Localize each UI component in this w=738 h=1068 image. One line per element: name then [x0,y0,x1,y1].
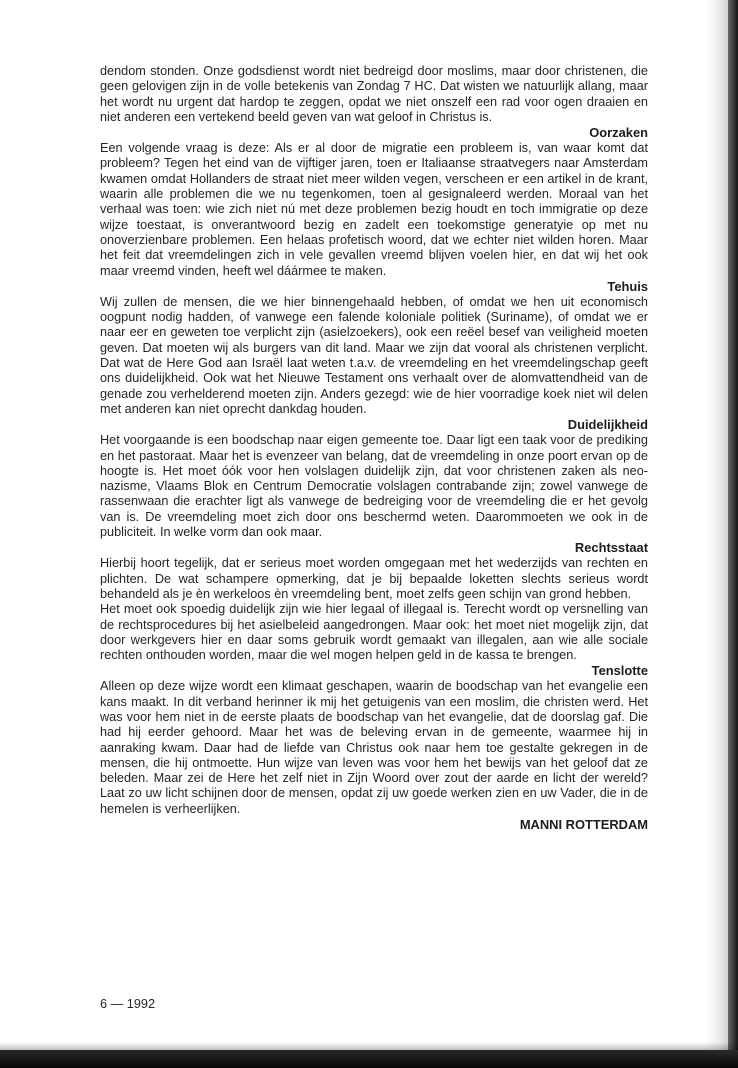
scan-bottom-edge [0,1050,738,1068]
article-body [100,64,648,833]
heading-tehuis: Tehuis [607,278,648,294]
paragraph-rechtsstaat-2: Het moet ook spoedig duidelijk zijn wie hier legaal of illegaal is. Terecht wordt op versnelling van de rechtsprocedures bij het asielbeleid aangedrongen. Maar ook: het moet niet mogelijk zijn, dat door werkgevers hier en daar soms gebruik wordt gemaakt van illegalen, aan wie alle sociale rechten onthouden worden, maar die wel mogen helpen geld in de kassa te brengen. [100,602,648,663]
scan-edge-strip [706,0,728,1068]
heading-tenslotte: Tenslotte [591,663,648,679]
page-number: 6 — 1992 [100,997,156,1011]
paragraph-tenslotte: Alleen op deze wijze wordt een klimaat geschapen, waarin de boodschap van het evangelie een kans maakt. In dit verband herinner ik mij het getuigenis van een moslim, die christen werd. Het was voor hem niet in de eerste plaats de boodschap van het evangelie, dat de doorslag gaf. Die had hij eerder gehoord. Maar het was de beleving ervan in de gemeente, waarmee hij in aanraking kwam. Daar had de liefde van Christus ook naar hem toe gestalte gekregen in de mensen, die hij ontmoette. Hun wijze van leven was voor hem het bewijs van het geloof dat ze beleden. Maar zei de Here het zelf niet in Zijn Woord over zout der aarde en licht der wereld? Laat zo uw licht schijnen door de mensen, opdat zij uw goede werken zien en uw Vader, die in de hemelen is verheerlijken. [100,679,648,816]
scan-bottom-shade [0,1042,738,1050]
author-signature: MANNI ROTTERDAM [519,817,648,833]
heading-oorzaken: Oorzaken [589,125,648,141]
paragraph-tehuis: Wij zullen de mensen, die we hier binnengehaald hebben, of omdat we hen uit economisch oogpunt nodig hadden, of vanwege een falende koloniale politiek (Suriname), of omdat we er naar eer en geweten toe verplicht zijn (asielzoekers), ook een reëel besef van veiligheid moeten geven. Dat moeten wij als burgers van dit land. Maar we zijn dat vooral als christenen verplicht. Dat wat de Here God aan Israël laat weten t.a.v. de vreemdeling en het vreemdelingschap geeft ons duidelijkheid. Ook wat het Nieuwe Testament ons verhaalt over de alomvattendheid van de genade zou verhelderend moeten zijn. Anders gezegd: wie de hier voorradige koek niet wil delen met anderen kan niet oprecht dankdag houden. [100,294,648,416]
heading-duidelijkheid: Duidelijkheid [567,417,648,433]
paragraph-duidelijkheid: Het voorgaande is een boodschap naar eigen gemeente toe. Daar ligt een taak voor de prediking en het pastoraat. Maar het is evenzeer van belang, dat de vreemdeling in onze poort ervan op de hoogte is. Het moet óók voor hen volslagen duidelijk zijn, dat voor christenen zaken als neo-nazisme, Vlaams Blok en Centrum Democratie volslagen contrabande zijn; zowel vanwege de rassenwaan die erachter ligt als vanwege de bedreiging voor de vreemdeling die er het gevolg van is. De vreemdeling moet zich door ons beschermd weten. Daarommoeten we ook in de publiciteit. In welke vorm dan ook maar. [100,433,648,540]
intro-paragraph: dendom stonden. Onze godsdienst wordt niet bedreigd door moslims, maar door christenen, die geen gelovigen zijn in de volle betekenis van Zondag 7 HC. Dat wisten we natuurlijk allang, maar het wordt nu urgent dat hardop te zeggen, opdat we niet onszelf een rad voor ogen draaien en niet anderen een vertekend beeld geven van wat geloof in Christus is. [100,64,648,124]
paragraph-oorzaken: Een volgende vraag is deze: Als er al door de migratie een probleem is, van waar komt dat probleem? Tegen het eind van de vijftiger jaren, toen er Italiaanse straatvegers naar Amsterdam kwamen omdat Hollanders de straat niet meer wilden vegen, verscheen er een artikel in de krant, waarin alle problemen die we nu tegenkomen, toen al gesignaleerd werden. Moraal van het verhaal was toen: wie zich niet nú met deze problemen bezig houdt en toch immigratie op deze wijze toestaat, is onverantwoord bezig en zadelt een toekomstige generatyie op met nu onoverzienbare problemen. Een helaas profetisch woord, dat we echter niet wilden horen. Maar het feit dat vreemdelingen zich in vele gevallen vreemd blijven voelen hier, en dat wij het ook maar vreemd vinden, heeft wel dáármee te maken. [100,141,648,278]
scan-edge-shadow [728,0,738,1068]
heading-rechtsstaat: Rechtsstaat [574,540,648,556]
paragraph-rechtsstaat-1: Hierbij hoort tegelijk, dat er serieus moet worden omgegaan met het wederzijds van rechten en plichten. De wat schampere opmerking, dat je bij bepaalde loketten slechts serieus wordt behandeld als je èn werkeloos èn vreemdeling bent, moet zelfs geen schijn van grond hebben. [100,556,648,601]
